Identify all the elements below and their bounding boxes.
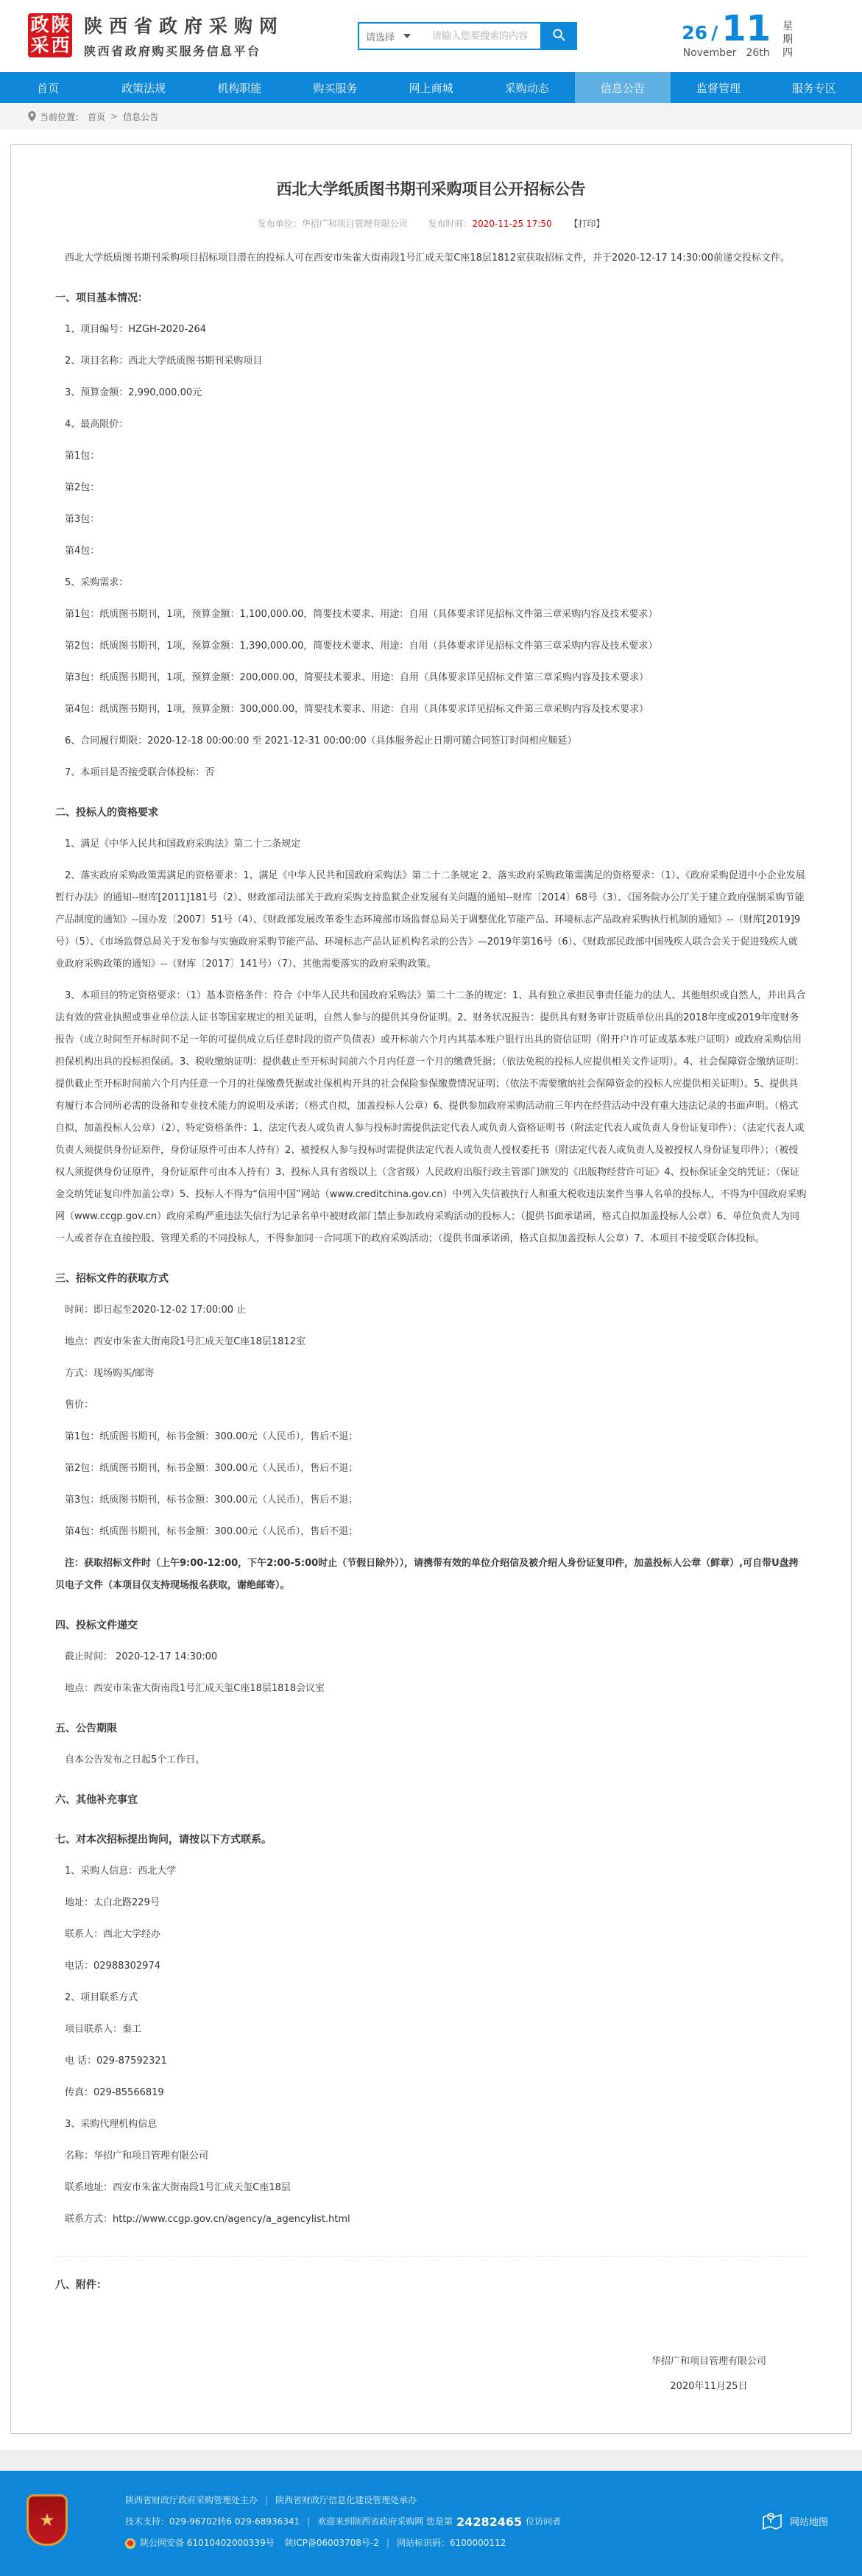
paragraph: 3、本项目的特定资格要求：（1）基本资格条件：符合《中华人民共和国政府采购法》第二十二条的规定：1、具有独立承担民事责任能力的法人、其他组织或自然人，并出具合法有效的营业执照或事业单位法人证书等国家规定的相关证明，自然人参与的提供其身份证明。2、财务状况报告：提供具有财务审计资质单位出具的2018年度或2019年度财务报告（成立时间至开标时间不足一年的可提供成立后任意时段的资产负债表）或开标前六个月内其基本账户银行出具的资信证明（附开户许可证或基本账户证明）或政府采购信用担保机构出具的投标担保函。3、税收缴纳证明：提供截止至开标时间前六个月内任意一个月的缴费凭据；（依法免税的投标人应提供相关文件证明）。4、社会保障资金缴纳证明：提供截止至开标时间前六个月内任意一个月的社保缴费凭据或社保机构开具的社会保险参保缴费情况证明；（依法不需要缴纳社会保障资金的投标人应提供相关证明）。5、提供具有履行本合同所必需的设备和专业技术能力的说明及承诺；（格式自拟，加盖投标人公章）6、提供参加政府采购活动前三年内在经营活动中没有重大违法记录的书面声明。（格式自拟，加盖投标人公章）（2）、特定资格条件：1、法定代表人或负责人参与投标时需提供法定代表人或负责人资格证明书（附法定代表人或负责人身份证复印件）；（法定代表人或负责人须提供身份证原件，身份证原件可由本人持有）2、被授权人参与投标时需提供法定代表人或负责人授权委托书（附法定代表人或负责人及被授权人身份证复印件）；（被授权人须提供身份证原件，身份证原件可由本人持有）3、投标人具有省级以上（含省级）人民政府出版行政主管部门颁发的《出版物经营许可证》4、投标保证金交纳凭证；（保证金交纳凭证复印件加盖公章）5、投标人不得为“信用中国”网站（www.creditchina.gov.cn）中列入失信被执行人和重大税收违法案件当事人名单的投标人，不得为中国政府采购网（www.ccgp.gov.cn）政府采购严重违法失信行为记录名单中被财政部门禁止参加政府采购活动的投标人；（提供书面承诺函，格式自拟加盖投标人公章）6、单位负责人为同一人或者存在直接控股、管理关系的不同投标人，不得参加同一合同项下的政府采购活动；（提供书面承诺函，格式自拟加盖投标人公章）7、本项目不接受联合体投标。	[55, 990, 807, 1244]
nav-item-home[interactable]: 首页	[37, 81, 60, 95]
footer-line-organizers	[125, 2490, 862, 2511]
seal-char: 陕	[51, 14, 70, 35]
section-heading: 七、对本次招标提出询问，请按以下方式联系。	[55, 1834, 272, 1846]
publish-time-value: 2020-11-25 17:50	[472, 219, 552, 229]
article-body	[55, 247, 807, 2296]
seal-char: 采	[30, 35, 49, 56]
date-month-name: November	[682, 47, 737, 59]
breadcrumb-prefix: 当前位置：	[40, 111, 85, 122]
icp-record-link[interactable]: 陕ICP备06003708号-2	[284, 2538, 379, 2548]
paragraph: 6、合同履行期限：2020-12-18 00:00:00 至 2021-12-31 00:00:00（具体服务起止日期可随合同签订时间相应顺延）	[65, 735, 577, 747]
paragraph: 联系人：西北大学经办	[65, 1929, 161, 1940]
date-month: 11	[721, 8, 771, 49]
section-heading: 四、投标文件递交	[55, 1620, 138, 1631]
footer-welcome-prefix: 欢迎来到陕西省政府采购网 您是第	[317, 2516, 453, 2527]
sitemap-icon	[761, 2510, 783, 2531]
paragraph: 方式：现场购买/邮寄	[65, 1368, 155, 1379]
article-meta	[55, 217, 807, 230]
paragraph: 第2包：纸质图书期刊，1项，预算金额：1,390,000.00，简要技术要求、用途：自用（具体要求详见招标文件第三章采购内容及技术要求）	[65, 641, 658, 652]
paragraph: 第3包：纸质图书期刊，标书金额：300.00元（人民币），售后不退；	[65, 1495, 358, 1506]
publisher-label: 发布单位：	[257, 219, 302, 229]
date-day: 26	[682, 22, 708, 43]
footer-host: 陕西省财政厅政府采购管理处主办	[125, 2495, 258, 2505]
search-category-label: 请选择	[366, 32, 395, 43]
paragraph: 1、项目编号：HZGH-2020-264	[65, 324, 207, 335]
breadcrumb-current[interactable]: 信息公告	[123, 111, 159, 122]
site-header	[0, 0, 862, 72]
date-day-ordinal: 26th	[746, 47, 770, 59]
location-pin-icon	[28, 111, 36, 121]
main-nav	[0, 72, 862, 103]
announcement-card	[10, 144, 852, 2434]
paragraph: 2、项目联系方式	[65, 1992, 138, 2003]
paragraph: 传真：029-85566819	[65, 2087, 164, 2098]
paragraph: 3、预算金额：2,990,000.00元	[65, 387, 202, 398]
search-category-select[interactable]	[359, 24, 428, 49]
paragraph: 时间：即日起至2020-12-02 17:00:00 止	[65, 1305, 247, 1316]
search-input[interactable]	[428, 24, 542, 49]
paragraph: 项目联系人：秦工	[65, 2024, 142, 2035]
public-security-badge-icon	[125, 2538, 135, 2549]
note-paragraph: 注：获取招标文件时（上午9:00-12:00，下午2:00-5:00时止（节假日除外）），请携带有效的单位介绍信及被介绍人身份证复印件，加盖投标人公章（鲜章）,可自带U盘拷贝电子文件（本项目仅支持现场报名获取，谢绝邮寄）。	[55, 1558, 799, 1591]
seal-char: 西	[51, 35, 70, 56]
signature-block	[55, 2349, 807, 2399]
paragraph: 地点：西安市朱雀大街南段1号汇成天玺C座18层1812室	[65, 1336, 305, 1347]
footer-divider: |	[307, 2516, 311, 2527]
signature-company: 华招广和项目管理有限公司	[651, 2356, 766, 2367]
nav-item-online-mall[interactable]: 网上商城	[409, 81, 453, 95]
paragraph: 2、项目名称：西北大学纸质图书期刊采购项目	[65, 356, 263, 367]
paragraph: 2、落实政府采购政策需满足的资格要求：1、满足《中华人民共和国政府采购法》第二十二条规定 2、落实政府采购政策需满足的资格要求：（1）、《政府采购促进中小企业发展暂行办法》的通知--财库[2011]181号（2）、财政部司法部关于政府采购支持监狱企业发展有关问题的通知--财库〔2014〕68号（3）、《国务院办公厅关于建立政府强制采购节能产品制度的通知》--国办发〔2007〕51号（4）、《财政部发展改革委生态环境部市场监督总局关于调整优化节能产品、环境标志产品政府采购执行机制的通知》--（财库[2019]9号）（5）、《市场监督总局关于发布参与实施政府采购节能产品、环境标志产品认证机构名录的公告》—2019年第16号（6）、《财政部民政部中国残疾人联合会关于促进残疾人就业政府采购政策的通知》--（财库〔2017〕141号）（7）、其他需要落实的政府采购政策。	[55, 870, 805, 970]
breadcrumb-home[interactable]: 首页	[88, 111, 106, 122]
footer-welcome-suffix: 位访问者	[526, 2516, 562, 2527]
section-heading: 五、公告期限	[55, 1723, 117, 1735]
paragraph: 第1包：纸质图书期刊，1项，预算金额：1,100,000.00，简要技术要求、用途：自用（具体要求详见招标文件第三章采购内容及技术要求）	[65, 609, 658, 620]
publish-time-label: 发布时间：	[428, 219, 473, 229]
footer-line-support	[125, 2511, 862, 2533]
paragraph: 第4包：纸质图书期刊，标书金额：300.00元（人民币），售后不退；	[65, 1526, 358, 1537]
site-code: 网站标识码：6100000112	[396, 2538, 506, 2548]
nav-item-policy[interactable]: 政策法规	[121, 81, 166, 95]
government-shield-icon: ★	[27, 2494, 68, 2546]
site-brand	[27, 12, 284, 59]
footer-undertaker: 陕西省财政厅信息化建设管理处承办	[275, 2495, 417, 2505]
paragraph: 第1包：	[65, 451, 100, 462]
print-button[interactable]: 【打印】	[569, 219, 605, 229]
paragraph: 名称：华招广和项目管理有限公司	[65, 2150, 209, 2162]
section-heading: 一、项目基本情况：	[55, 292, 148, 304]
paragraph: 3、采购代理机构信息	[65, 2119, 158, 2130]
security-record-link[interactable]: 陕公网安备 61010402000339号	[140, 2538, 275, 2548]
footer-gap	[0, 2450, 862, 2471]
paragraph: 第1包：纸质图书期刊，标书金额：300.00元（人民币），售后不退；	[65, 1431, 358, 1442]
paragraph: 第4包：纸质图书期刊，1项，预算金额：300,000.00，简要技术要求、用途：自用（具体要求详见招标文件第三章采购内容及技术要求）	[65, 704, 649, 715]
nav-item-purchase-service[interactable]: 购买服务	[313, 81, 358, 95]
paragraph: 第3包：	[65, 514, 100, 525]
chevron-down-icon	[403, 34, 411, 38]
signature-date: 2020年11月25日	[670, 2381, 748, 2392]
nav-item-supervision[interactable]: 监督管理	[696, 81, 741, 95]
visitor-count: 24282465	[456, 2515, 523, 2529]
site-title: 陕西省政府采购网	[84, 15, 285, 37]
paragraph: 联系地址：西安市朱雀大街南段1号汇成天玺C座18层	[65, 2182, 291, 2193]
section-heading: 二、投标人的资格要求	[55, 807, 158, 819]
paragraph: 截止时间： 2020-12-17 14:30:00	[65, 1651, 218, 1662]
nav-item-service-zone[interactable]: 服务专区	[791, 81, 836, 95]
breadcrumb-separator: >	[110, 111, 119, 121]
section-heading: 八、附件：	[55, 2279, 107, 2291]
site-subtitle: 陕西省政府购买服务信息平台	[84, 44, 261, 58]
paragraph: 第2包：纸质图书期刊，标书金额：300.00元（人民币），售后不退；	[65, 1463, 358, 1474]
nav-item-procurement-news[interactable]: 采购动态	[504, 81, 549, 95]
section-heading: 三、招标文件的获取方式	[55, 1273, 169, 1285]
footer-divider: |	[265, 2495, 269, 2505]
sitemap-link[interactable]	[761, 2510, 828, 2531]
date-weekday: 星期四	[782, 21, 793, 59]
brand-text	[84, 12, 284, 59]
nav-item-org-functions[interactable]: 机构职能	[217, 81, 262, 95]
date-slash: /	[711, 22, 718, 43]
breadcrumb	[0, 103, 862, 130]
site-footer	[0, 2471, 862, 2576]
paragraph: 地点：西安市朱雀大街南段1号汇成天玺C座18层1818会议室	[65, 1683, 325, 1694]
publisher-value: 华招广和项目管理有限公司	[301, 219, 408, 229]
paragraph: 7、本项目是否接受联合体投标：否	[65, 767, 215, 778]
paragraph: 第3包：纸质图书期刊，1项，预算金额：200,000.00，简要技术要求、用途：自用（具体要求详见招标文件第三章采购内容及技术要求）	[65, 672, 649, 683]
paragraph: 1、采购人信息：西北大学	[65, 1866, 177, 1877]
paragraph: 4、最高限价：	[65, 419, 129, 430]
search-bar	[358, 22, 577, 50]
sitemap-label: 网站地图	[789, 2516, 828, 2528]
footer-divider: |	[386, 2538, 389, 2548]
paragraph: 第2包：	[65, 482, 100, 493]
section-heading: 六、其他补充事宜	[55, 1794, 138, 1806]
paragraph: 联系方式：http://www.ccgp.gov.cn/agency/a_agencylist.html	[65, 2214, 350, 2225]
paragraph: 自本公告发布之日起5个工作日。	[65, 1754, 205, 1765]
paragraph: 售价：	[65, 1400, 94, 1411]
paragraph: 1、满足《中华人民共和国政府采购法》第二十二条规定	[65, 839, 301, 850]
footer-tech-support: 技术支持：029-96702转6 029-68936341	[125, 2516, 300, 2527]
search-button[interactable]	[540, 22, 577, 50]
paragraph: 第4包：	[65, 546, 100, 557]
nav-item-info-announcement[interactable]: 信息公告	[575, 72, 671, 103]
footer-line-records	[125, 2533, 862, 2554]
site-logo-seal	[27, 12, 74, 59]
paragraph: 地址：太白北路229号	[65, 1897, 160, 1908]
intro-paragraph: 西北大学纸质图书期刊采购项目招标项目潜在的投标人可在西安市朱雀大街南段1号汇成天玺C座18层1812室获取招标文件，并于2020-12-17 14:30:00前递交投标文件。	[65, 253, 791, 264]
paragraph: 电话：02988302974	[65, 1961, 160, 1972]
paragraph: 5、采购需求：	[65, 577, 129, 588]
seal-char: 政	[30, 14, 49, 35]
date-widget	[682, 10, 794, 60]
search-icon	[552, 28, 566, 44]
paragraph: 电 话：029-87592321	[65, 2055, 167, 2067]
page-title: 西北大学纸质图书期刊采购项目公开招标公告	[276, 180, 586, 198]
